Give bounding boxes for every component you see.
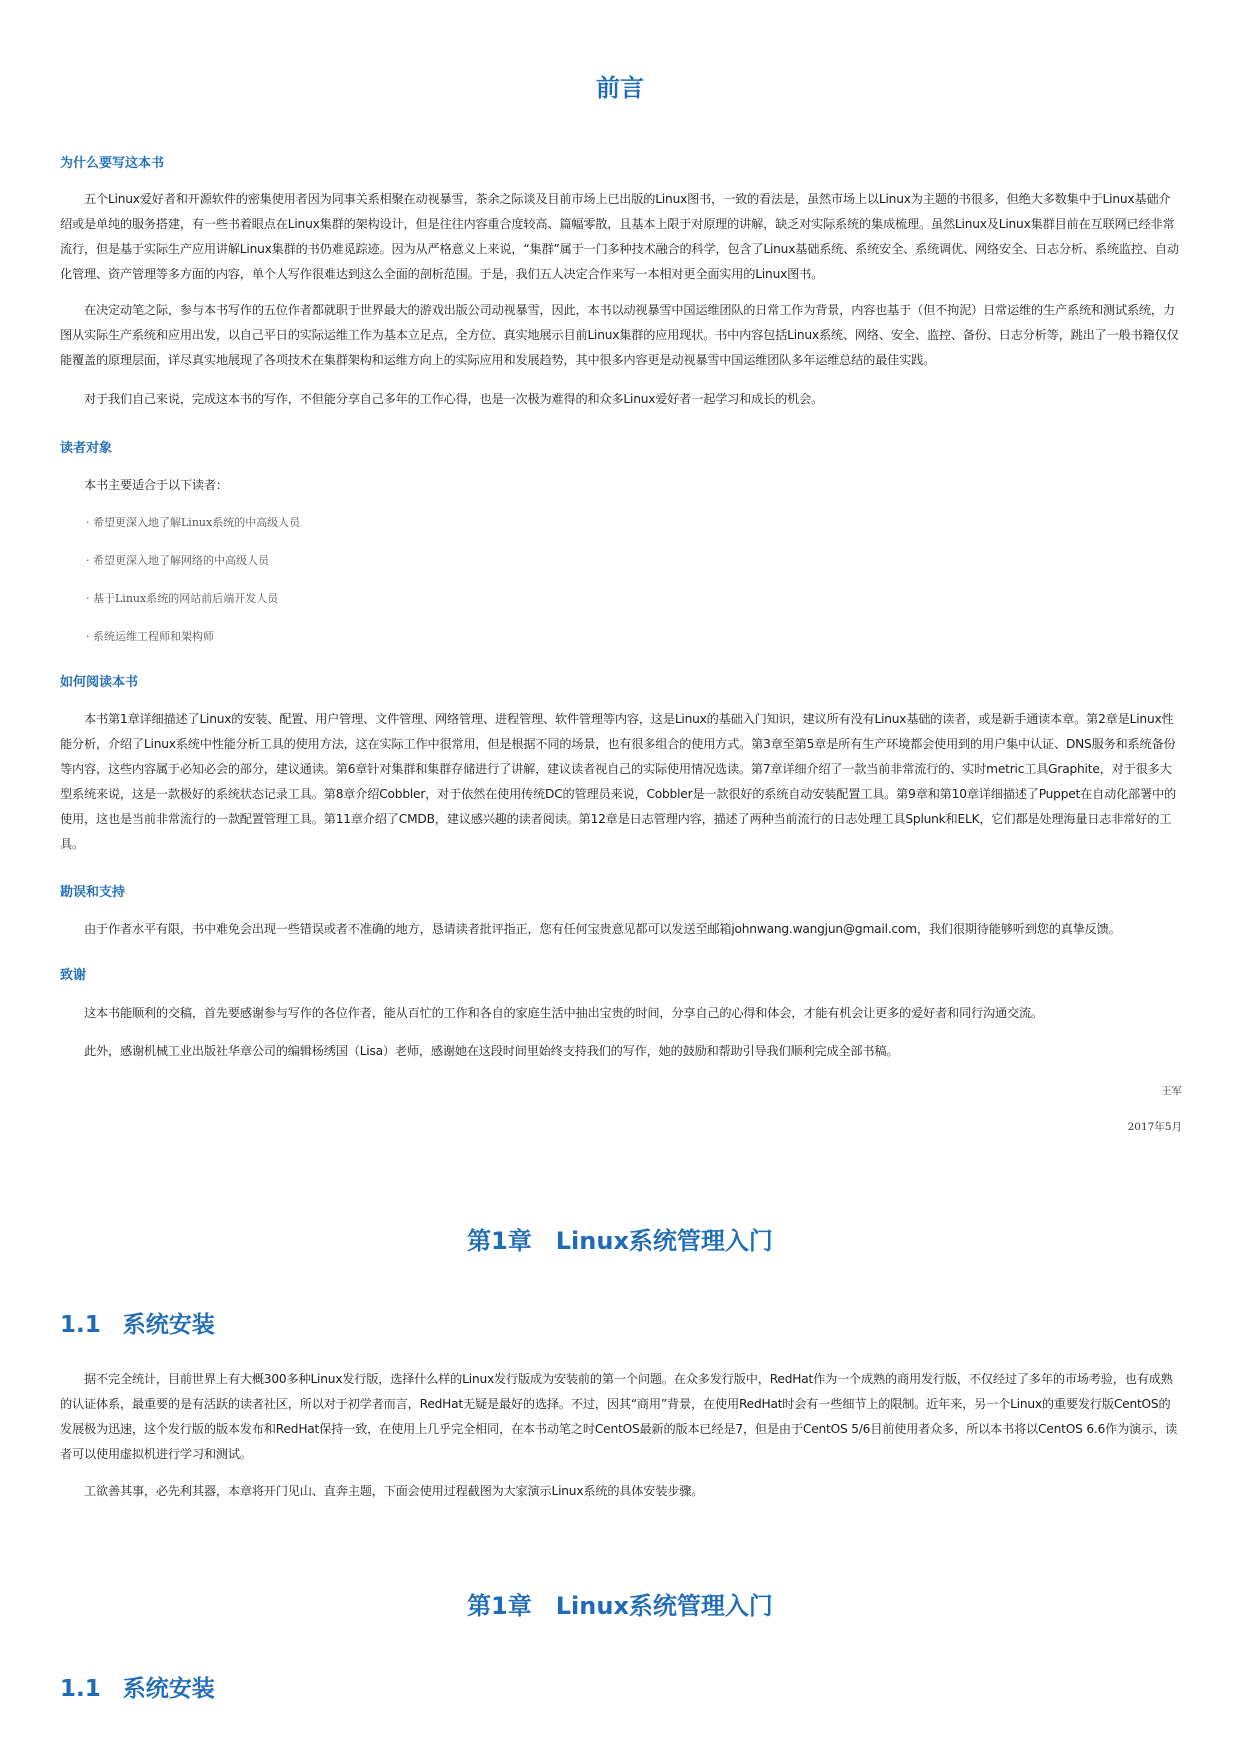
section-heading-repeat <box>60 1670 215 1703</box>
preface-title: 前言 <box>596 74 644 102</box>
readers-list <box>86 516 300 668</box>
list-item: · 希望更深入地了解Linux系统的中高级人员 <box>86 516 301 529</box>
heading-thanks: 致谢 <box>60 968 87 983</box>
signature-date: 2017年5月 <box>1127 1121 1182 1133</box>
section-title-repeat: 系统安装 <box>122 1676 215 1702</box>
chapter-paragraph-2: 工欲善其事，必先利其器，本章将开门见山、直奔主题，下面会使用过程截图为大家演示Linux系统的具体安装步骤。 <box>84 1484 704 1498</box>
list-item: · 系统运维工程师和架构师 <box>86 630 214 643</box>
section-title: 系统安装 <box>122 1312 215 1338</box>
heading-errata: 勘误和支持 <box>60 885 126 900</box>
section-heading <box>60 1306 215 1339</box>
list-item: · 希望更深入地了解网络的中高级人员 <box>86 554 269 567</box>
chapter-title: 第1章 Linux系统管理入门 <box>467 1227 773 1255</box>
heading-why-write: 为什么要写这本书 <box>60 156 165 171</box>
readers-intro: 本书主要适合于以下读者： <box>84 478 228 492</box>
section-number-repeat: 1.1 <box>60 1676 101 1702</box>
why-paragraph-3: 对于我们自己来说，完成这本书的写作，不但能分享自己多年的工作心得，也是一次极为难得的和众多Linux爱好者一起学习和成长的机会。 <box>84 392 824 406</box>
why-paragraph-1: 五个Linux爱好者和开源软件的密集使用者因为同事关系相聚在动视暴雪，茶余之际谈及目前市场上已出版的Linux图书，一致的看法是，虽然市场上以Linux为主题的书很多，但绝大多数集中于Linux基础介绍或是单纯的服务搭建，有一些书着眼点在Linux集群的架构设计，但是往往内容重合度较高、篇幅零散，且基本上限于对原理的讲解，缺乏对实际系统的集成梳理。虽然Linux及Linux集群目前在互联网已经非常流行，但是基于实际生产应用讲解Linux集群的书仍难觅踪迹。因为从严格意义上来说，“集群”属于一门多种技术融合的科学，包含了Linux基础系统、系统安全、系统调优、网络安全、日志分析、系统监控、自动化管理、资产管理等多方面的内容，单个人写作很难达到这么全面的剖析范围。于是，我们五人决定合作来写一本相对更全面实用的Linux图书。 <box>60 192 1179 281</box>
thanks-paragraph-1: 这本书能顺利的交稿，首先要感谢参与写作的各位作者，能从百忙的工作和各自的家庭生活中抽出宝贵的时间，分享自己的心得和体会，才能有机会让更多的爱好者和同行沟通交流。 <box>84 1006 1043 1020</box>
chapter-paragraph-1: 据不完全统计，目前世界上有大概300多种Linux发行版，选择什么样的Linux发行版成为安装前的第一个问题。在众多发行版中，RedHat作为一个成熟的商用发行版，不仅经过了多年的市场考验，也有成熟的认证体系，最重要的是有活跃的读者社区，所以对于初学者而言，RedHat无疑是最好的选择。不过，因其“商用”背景，在使用RedHat时会有一些细节上的限制。近年来，另一个Linux的重要发行版CentOS的发展极为迅速，这个发行版的版本发布和RedHat保持一致，在使用上几乎完全相同，在本书动笔之时CentOS最新的版本已经是7，但是由于CentOS 5/6目前使用者众多，所以本书将以CentOS 6.6作为演示，读者可以使用虚拟机进行学习和测试。 <box>60 1372 1178 1461</box>
signature-name: 王军 <box>1161 1085 1182 1097</box>
chapter-title-repeat: 第1章 Linux系统管理入门 <box>467 1592 773 1620</box>
why-paragraph-2: 在决定动笔之际，参与本书写作的五位作者都就职于世界最大的游戏出版公司动视暴雪，因此，本书以动视暴雪中国运维团队的日常工作为背景，内容也基于（但不拘泥）日常运维的生产系统和测试系统，力图从实际生产系统和应用出发，以自己平日的实际运维工作为基本立足点，全方位、真实地展示目前Linux集群的应用现状。书中内容包括Linux系统、网络、安全、监控、备份、日志分析等，跳出了一般书籍仅仅能覆盖的原理层面，详尽真实地展现了各项技术在集群架构和运维方向上的实际应用和发展趋势，其中很多内容更是动视暴雪中国运维团队多年运维总结的最佳实践。 <box>60 303 1179 367</box>
heading-how-to-read: 如何阅读本书 <box>60 675 139 690</box>
how-to-read-paragraph: 本书第1章详细描述了Linux的安装、配置、用户管理、文件管理、网络管理、进程管理、软件管理等内容，这是Linux的基础入门知识，建议所有没有Linux基础的读者，或是新手通读本章。第2章是Linux性能分析，介绍了Linux系统中性能分析工具的使用方法，这在实际工作中很常用，但是根据不同的场景，也有很多组合的使用方式。第3章至第5章是所有生产环境都会使用到的用户集中认证、DNS服务和系统备份等内容，这些内容属于必知必会的部分，建议通读。第6章针对集群和集群存储进行了讲解，建议读者视自己的实际使用情况选读。第7章详细介绍了一款当前非常流行的、实时metric工具Graphite，对于很多大型系统来说，这是一款极好的系统状态记录工具。第8章介绍Cobbler，对于依然在使用传统DC的管理员来说，Cobbler是一款很好的系统自动安装配置工具。第9章和第10章详细描述了Puppet在自动化部署中的使用，这也是当前非常流行的一款配置管理工具。第11章介绍了CMDB，建议感兴趣的读者阅读。第12章是日志管理内容，描述了两种当前流行的日志处理工具Splunk和ELK，它们都是处理海量日志非常好的工具。 <box>60 712 1177 851</box>
heading-readers: 读者对象 <box>60 441 113 456</box>
list-item: · 基于Linux系统的网站前后端开发人员 <box>86 592 279 605</box>
thanks-paragraph-2: 此外，感谢机械工业出版社华章公司的编辑杨绣国（Lisa）老师，感谢她在这段时间里始终支持我们的写作，她的鼓励和帮助引导我们顺利完成全部书稿。 <box>84 1044 899 1058</box>
section-number: 1.1 <box>60 1312 101 1338</box>
errata-paragraph: 由于作者水平有限，书中难免会出现一些错误或者不准确的地方，恳请读者批评指正，您有任何宝贵意见都可以发送至邮箱johnwang.wangjun@gmail.com，我们很期待能够听到您的真挚反馈。 <box>84 922 1121 936</box>
